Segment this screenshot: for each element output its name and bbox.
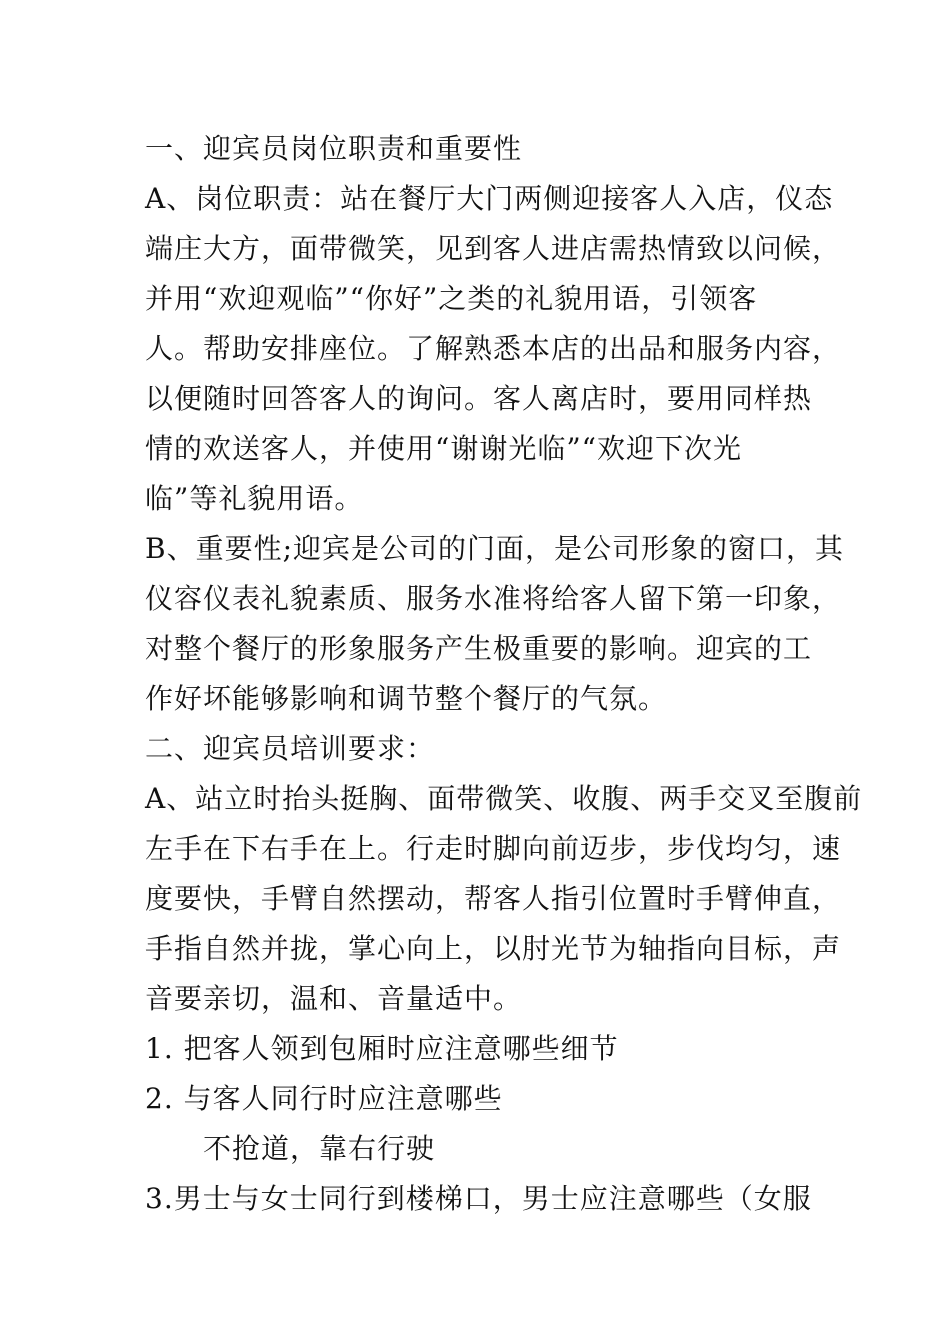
paragraph-line: 并用“欢迎观临”“你好”之类的礼貌用语，引领客 [145, 282, 758, 315]
paragraph-line: 端庄大方，面带微笑，见到客人进店需热情致以问候， [145, 232, 842, 265]
paragraph-line: 音要亲切，温和、音量适中。 [145, 982, 523, 1015]
paragraph-line: 度要快，手臂自然摆动，帮客人指引位置时手臂伸直， [145, 882, 842, 915]
paragraph-line: 左手在下右手在上。行走时脚向前迈步，步伐均匀，速 [145, 832, 842, 865]
paragraph-line: A、岗位职责：站在餐厅大门两侧迎接客人入店，仪态 [145, 182, 834, 215]
paragraph-line: 以便随时回答客人的询问。客人离店时，要用同样热 [145, 382, 813, 415]
heading-section-2: 二、迎宾员培训要求： [145, 732, 436, 765]
numbered-item: 2. 与客人同行时应注意哪些 [145, 1082, 503, 1115]
numbered-item: 1. 把客人领到包厢时应注意哪些细节 [145, 1032, 619, 1065]
paragraph-line: 手指自然并拢，掌心向上，以肘光节为轴指向目标，声 [145, 932, 842, 965]
paragraph-line: A、站立时抬头挺胸、面带微笑、收腹、两手交叉至腹前 [145, 782, 863, 815]
numbered-item: 3.男士与女士同行到楼梯口，男士应注意哪些（女服 [145, 1182, 812, 1215]
paragraph-line: 人。帮助安排座位。了解熟悉本店的出品和服务内容， [145, 332, 842, 365]
paragraph-line: 对整个餐厅的形象服务产生极重要的影响。迎宾的工 [145, 632, 813, 665]
paragraph-line: 临”等礼貌用语。 [145, 482, 364, 515]
item-answer: 不抢道，靠右行驶 [203, 1132, 436, 1165]
document-body [145, 124, 863, 1224]
paragraph-line: 仪容仪表礼貌素质、服务水准将给客人留下第一印象， [145, 582, 842, 615]
paragraph-line: 作好坏能够影响和调节整个餐厅的气氛。 [145, 682, 668, 715]
paragraph-line: B、重要性;迎宾是公司的门面，是公司形象的窗口，其 [145, 532, 845, 565]
paragraph-line: 情的欢送客人，并使用“谢谢光临”“欢迎下次光 [145, 432, 742, 465]
heading-section-1: 一、迎宾员岗位职责和重要性 [145, 132, 523, 165]
